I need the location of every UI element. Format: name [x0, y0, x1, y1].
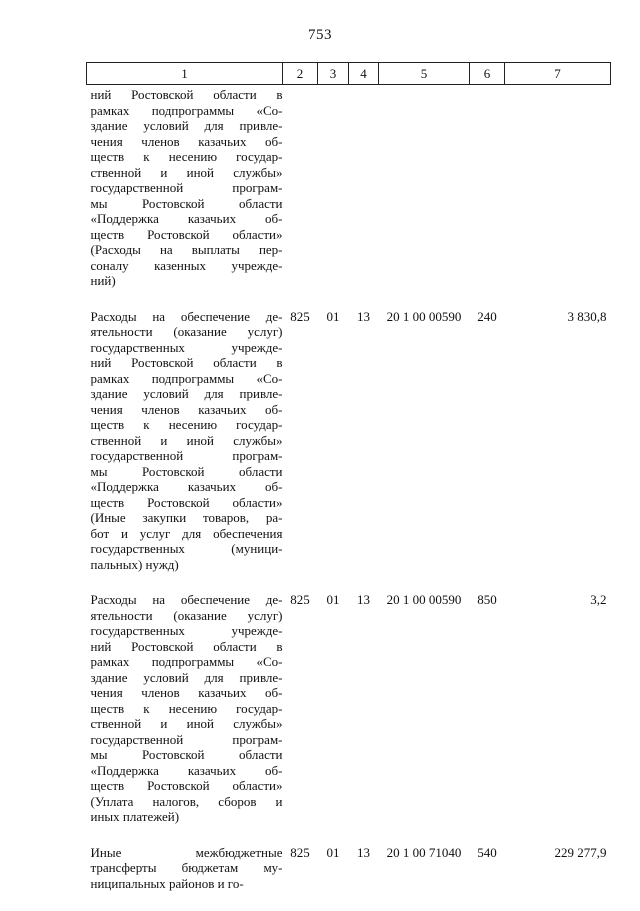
- description-line: ний Ростовской области в: [91, 87, 283, 103]
- description-line: ятельности (оказание услуг): [91, 324, 283, 340]
- row-description: [87, 592, 283, 845]
- description-line: ственной и иной службы»: [91, 165, 283, 181]
- row-subsection-code: 13: [349, 592, 379, 845]
- description-line: мы Ростовской области: [91, 196, 283, 212]
- description-line: ственной и иной службы»: [91, 716, 283, 732]
- description-line: здание условий для привле-: [91, 670, 283, 686]
- column-header-6: 6: [470, 63, 505, 85]
- description-line: государственных учрежде-: [91, 623, 283, 639]
- description-line: «Поддержка казачьих об-: [91, 763, 283, 779]
- description-line: ниципальных районов и го-: [91, 876, 283, 892]
- description-line: государственных учрежде-: [91, 340, 283, 356]
- row-target-article-code: 20 1 00 71040: [379, 845, 470, 911]
- description-line: трансферты бюджетам му-: [91, 860, 283, 876]
- description-line: ществ Ростовской области»: [91, 778, 283, 794]
- row-section-code: 01: [318, 592, 349, 845]
- description-line: ществ Ростовской области»: [91, 495, 283, 511]
- description-line: государственной програм-: [91, 448, 283, 464]
- row-target-article-code: 20 1 00 00590: [379, 309, 470, 593]
- row-subsection-code: 13: [349, 845, 379, 911]
- row-ministry-code: [283, 85, 318, 309]
- description-line: государственных (муници-: [91, 541, 283, 557]
- row-section-code: 01: [318, 845, 349, 911]
- table-header: [87, 63, 611, 85]
- description-line: ний): [91, 273, 283, 289]
- row-ministry-code: 825: [283, 845, 318, 911]
- description-line: пальных) нужд): [91, 557, 283, 573]
- description-line: рамках подпрограммы «Со-: [91, 654, 283, 670]
- description-line: Расходы на обеспечение де-: [91, 309, 283, 325]
- description-line: мы Ростовской области: [91, 747, 283, 763]
- description-line: ществ к несению государ-: [91, 701, 283, 717]
- description-line: Расходы на обеспечение де-: [91, 592, 283, 608]
- description-line: чения членов казачьих об-: [91, 402, 283, 418]
- column-header-3: 3: [318, 63, 349, 85]
- row-expense-type-code: 240: [470, 309, 505, 593]
- description-line: ственной и иной службы»: [91, 433, 283, 449]
- description-line: здание условий для привле-: [91, 386, 283, 402]
- column-header-7: 7: [505, 63, 611, 85]
- row-expense-type-code: 850: [470, 592, 505, 845]
- description-line: чения членов казачьих об-: [91, 134, 283, 150]
- description-line: иных платежей): [91, 809, 283, 825]
- row-amount: 3 830,8: [505, 309, 611, 593]
- column-header-5: 5: [379, 63, 470, 85]
- description-line: ществ к несению государ-: [91, 149, 283, 165]
- row-ministry-code: 825: [283, 592, 318, 845]
- description-line: мы Ростовской области: [91, 464, 283, 480]
- description-line: чения членов казачьих об-: [91, 685, 283, 701]
- row-section-code: [318, 85, 349, 309]
- row-description: [87, 309, 283, 593]
- description-line: (Уплата налогов, сборов и: [91, 794, 283, 810]
- description-line: ществ к несению государ-: [91, 417, 283, 433]
- description-line: государственной програм-: [91, 732, 283, 748]
- row-description: [87, 845, 283, 911]
- description-line: ний Ростовской области в: [91, 639, 283, 655]
- table-row: [87, 592, 611, 845]
- table-row: [87, 85, 611, 309]
- description-line: соналу казенных учрежде-: [91, 258, 283, 274]
- row-amount: 229 277,9: [505, 845, 611, 911]
- table-row: [87, 845, 611, 911]
- row-section-code: 01: [318, 309, 349, 593]
- row-subsection-code: [349, 85, 379, 309]
- row-target-article-code: [379, 85, 470, 309]
- description-line: ятельности (оказание услуг): [91, 608, 283, 624]
- row-target-article-code: 20 1 00 00590: [379, 592, 470, 845]
- budget-table: [86, 62, 611, 911]
- row-description: [87, 85, 283, 309]
- description-line: «Поддержка казачьих об-: [91, 479, 283, 495]
- table-row: [87, 309, 611, 593]
- page-number: 753: [0, 27, 640, 44]
- description-line: рамках подпрограммы «Со-: [91, 103, 283, 119]
- description-line: государственной програм-: [91, 180, 283, 196]
- description-line: ний Ростовской области в: [91, 355, 283, 371]
- row-subsection-code: 13: [349, 309, 379, 593]
- description-line: здание условий для привле-: [91, 118, 283, 134]
- row-amount: 3,2: [505, 592, 611, 845]
- description-line: бот и услуг для обеспечения: [91, 526, 283, 542]
- table-body: [87, 85, 611, 911]
- description-line: ществ Ростовской области»: [91, 227, 283, 243]
- column-header-1: 1: [87, 63, 283, 85]
- description-line: (Расходы на выплаты пер-: [91, 242, 283, 258]
- row-ministry-code: 825: [283, 309, 318, 593]
- column-header-4: 4: [349, 63, 379, 85]
- description-line: (Иные закупки товаров, ра-: [91, 510, 283, 526]
- row-amount: [505, 85, 611, 309]
- description-line: «Поддержка казачьих об-: [91, 211, 283, 227]
- description-line: рамках подпрограммы «Со-: [91, 371, 283, 387]
- column-header-2: 2: [283, 63, 318, 85]
- description-line: Иные межбюджетные: [91, 845, 283, 861]
- header-row: [87, 63, 611, 85]
- row-expense-type-code: [470, 85, 505, 309]
- row-expense-type-code: 540: [470, 845, 505, 911]
